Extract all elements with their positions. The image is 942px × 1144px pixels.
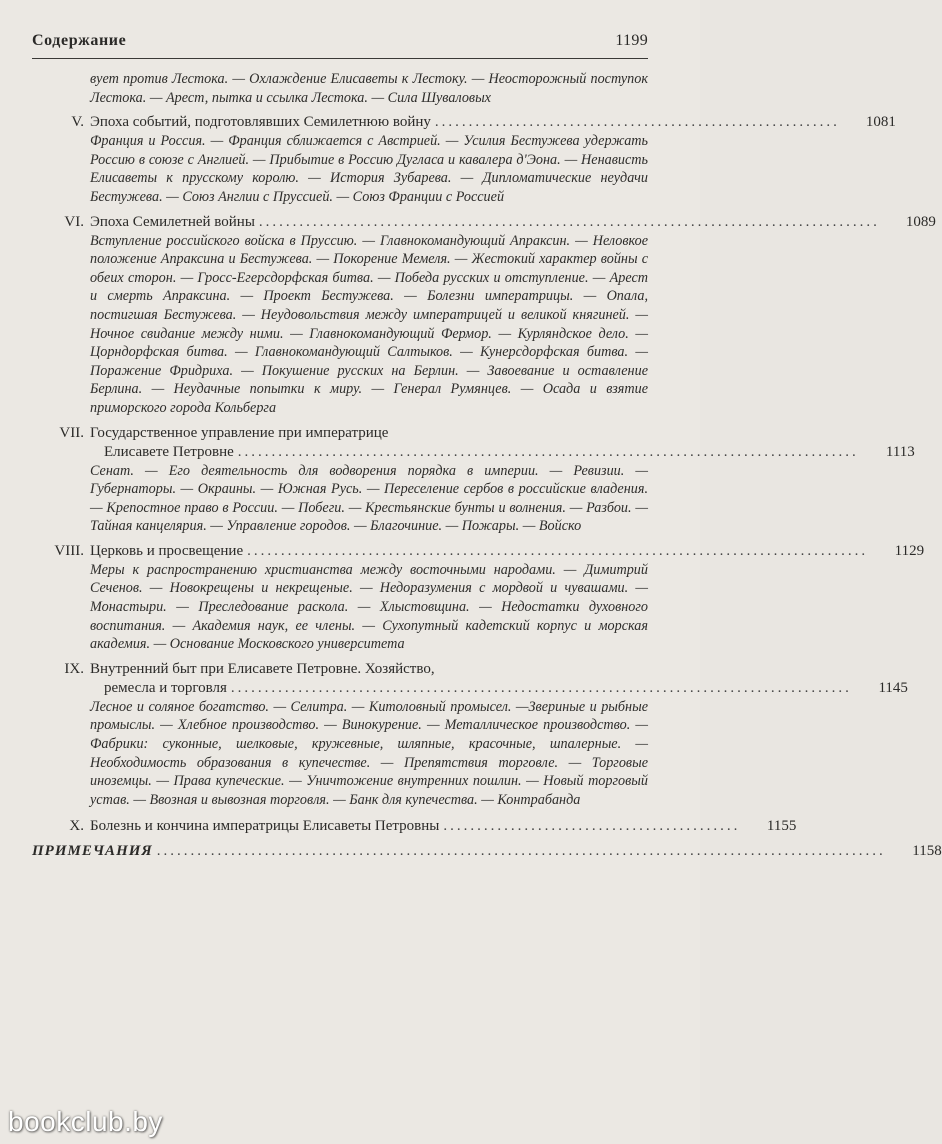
chapter-page: 1081 xyxy=(865,114,896,131)
chapter-page: 1155 xyxy=(766,818,797,835)
chapter-number: VI. xyxy=(64,213,84,230)
toc-entry-x xyxy=(34,817,797,836)
chapter-number: VIII. xyxy=(54,542,84,559)
chapter-number: V. xyxy=(71,114,84,131)
dot-leader: ............................................ xyxy=(443,818,741,835)
chapter-title: Эпоха Семилетней войны xyxy=(90,213,255,230)
page-number: 1199 xyxy=(615,32,648,49)
chapter-page: 1145 xyxy=(878,679,908,696)
toc xyxy=(32,70,942,867)
chapter-number: VII. xyxy=(59,424,84,441)
chapter-number: IX. xyxy=(64,660,84,677)
toc-entry-ix xyxy=(34,660,908,810)
chapter-title: Государственное управление при императрице xyxy=(90,424,389,441)
dot-leader: ............................................................................................ xyxy=(230,679,852,696)
chapter-page: 1113 xyxy=(885,443,915,460)
chapter-title: Эпоха событий, подготовлявших Семилетнюю войну xyxy=(90,114,431,131)
chapter-title-cont: Елисавете Петровне xyxy=(104,443,234,460)
running-header xyxy=(32,32,648,50)
chapter-title-cont: ремесла и торговля xyxy=(104,679,227,696)
toc-entry-v xyxy=(34,113,896,206)
chapter-page: 1129 xyxy=(894,542,925,559)
toc-entry-viii xyxy=(34,542,925,654)
chapter-summary: Франция и Россия. — Франция сближается с Австрией. — Усилия Бестужева удержать Россию в союзе с Англией. — Прибытие в Россию Дугласа и кавалера д'Эона. — Ненависть Елисаветы к прусскому королю. — История Зубарева. — Дипломатические неудачи Бестужева. — Союз Англии с Пруссией. — Союз Франции с Россией xyxy=(90,133,648,205)
chapter-title: Болезнь и кончина императрицы Елисаветы Петровны xyxy=(90,818,440,835)
continuation-text: вует против Лестока. — Охлаждение Елисаветы к Лестоку. — Неосторожный поступок Лестока. — Арест, пытка и ссылка Лестока. — Сила Шуваловых xyxy=(90,71,648,106)
chapter-title: Внутренний быт при Елисавете Петровне. Хозяйство, xyxy=(90,660,435,677)
chapter-summary: Меры к распространению христианства между восточными народами. — Димитрий Сеченов. — Новокрещены и некрещеные. — Недоразумения с мордвой и чувашами. — Монастыри. — Преследование раскола. — Хлыстовщина. — Недостатки духовного воспитания. — Академия наук, ее члены. — Сухопутный кадетский корпус и морская академия. — Основание Московского университета xyxy=(90,561,648,653)
dot-leader: ............................................................................................................ xyxy=(156,843,886,860)
dot-leader: ............................................................................................ xyxy=(258,213,880,230)
dot-leader: ............................................................................................ xyxy=(247,542,869,559)
chapter-title: Церковь и просвещение xyxy=(90,542,244,559)
toc-entry-notes xyxy=(32,842,942,861)
header-rule xyxy=(32,58,648,59)
notes-page: 1158 xyxy=(912,843,942,860)
watermark: bookclub.by xyxy=(8,1106,163,1137)
chapter-number: X. xyxy=(69,818,84,835)
chapter-summary: Сенат. — Его деятельность для водворения порядка в империи. — Ревизии. — Губернаторы. — Окраины. — Южная Русь. — Переселение сербов в российские владения. — Крепостное право в России. — Побеги. — Крестьянские бунты и волнения. — Разбои. — Тайная канцелярия. — Управление городов. — Благочиние. — Пожары. — Войско xyxy=(90,462,648,535)
notes-title: ПРИМЕЧАНИЯ xyxy=(32,843,153,860)
chapter-page: 1089 xyxy=(905,213,936,230)
chapter-summary: Лесное и соляное богатство. — Селитра. — Китоловный промысел. —Звериные и рыбные промыслы. — Хлебное производство. — Винокурение. — Металлическое производство. — Фабрики: суконные, шелковые, кружевные, шляпные, красочные, шпалерные. — Необходимость образования в купечестве. — Препятствия торговле. — Торговые иноземцы. — Права купеческие. — Уничтожение внутренних пошлин. — Новый торговый устав. — Ввозная и вывозная торговля. — Банк для купечества. — Контрабанда xyxy=(90,698,648,808)
running-title: Содержание xyxy=(32,32,127,49)
chapter-summary: Вступление российского войска в Пруссию. — Главнокомандующий Апраксин. — Неловкое положение Апраксина и Бестужева. — Покорение Мемеля. — Жестокий характер войны с обеих сторон. — Гросс-Егерсдорфская битва. — Победа русских и отступление. — Арест и смерть Апраксина. — Проект Бестужева. — Болезни императрицы. — Опала, постигшая Бестужева. — Неудовольствия между императрицей и великой княгиней. — Ночное свидание между ними. — Главнокомандующий Фермор. — Курляндское дело. — Цорндорфская битва. — Главнокомандующий Салтыков. — Кунерсдорфская битва. — Поражение Фридриха. — Покушение русских на Берлин. — Завоевание и оставление Берлина. — Неудачные попытки к миру. — Генерал Румянцев. — Осада и взятие приморского города Кольберга xyxy=(90,232,648,416)
dot-leader: ............................................................................................ xyxy=(237,443,859,460)
toc-entry-vi xyxy=(34,213,936,418)
dot-leader: ............................................................ xyxy=(434,114,840,131)
toc-entry-vii xyxy=(34,424,915,536)
